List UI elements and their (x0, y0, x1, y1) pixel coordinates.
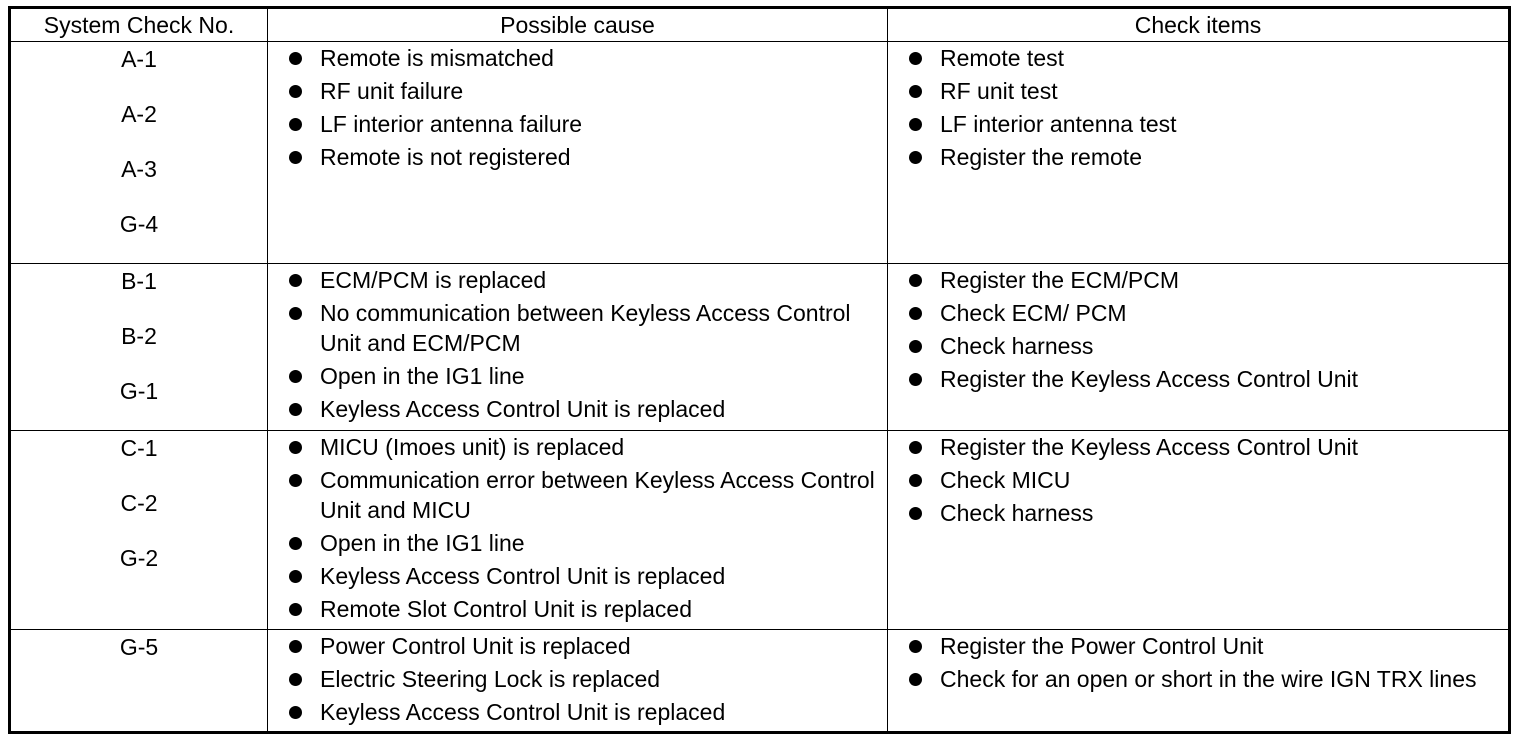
list-item (268, 631, 887, 661)
cause-text: Keyless Access Control Unit is replaced (320, 396, 726, 422)
list-item (268, 43, 887, 73)
system-check-table (8, 6, 1511, 734)
check-items-cell (888, 630, 1510, 733)
list-item (888, 298, 1508, 328)
list-item (888, 109, 1508, 139)
list-item (268, 528, 887, 558)
header-possible-cause: Possible cause (268, 8, 888, 42)
bullet-icon (289, 274, 302, 287)
cause-text: MICU (Imoes unit) is replaced (320, 434, 625, 460)
list-item (268, 109, 887, 139)
cause-text: Open in the IG1 line (320, 363, 525, 389)
list-item (268, 561, 887, 591)
list-item (888, 465, 1508, 495)
list-item (888, 664, 1508, 694)
cause-text: Remote is mismatched (320, 45, 554, 71)
bullet-icon (289, 673, 302, 686)
bullet-icon (289, 403, 302, 416)
table-row (10, 630, 1510, 733)
check-text: Remote test (940, 45, 1064, 71)
bullet-icon (289, 307, 302, 320)
list-item (268, 465, 887, 525)
check-code: A-2 (121, 101, 157, 127)
bullet-icon (909, 52, 922, 65)
list-item (268, 265, 887, 295)
check-text: Check MICU (940, 467, 1071, 493)
table-row (10, 264, 1510, 431)
bullet-icon (909, 118, 922, 131)
check-text: Register the Keyless Access Control Unit (940, 366, 1359, 392)
list-item (888, 364, 1508, 394)
check-list (888, 42, 1508, 172)
system-check-document (8, 6, 1508, 725)
bullet-icon (289, 52, 302, 65)
bullet-icon (909, 373, 922, 386)
check-text: Check harness (940, 500, 1094, 526)
check-code: B-2 (121, 323, 157, 349)
bullet-icon (289, 570, 302, 583)
check-code: A-3 (121, 156, 157, 182)
bullet-icon (909, 340, 922, 353)
bullet-icon (909, 274, 922, 287)
list-item (268, 664, 887, 694)
check-code: G-1 (119, 378, 159, 404)
list-item (888, 43, 1508, 73)
list-item (888, 76, 1508, 106)
possible-cause-cell (268, 431, 888, 630)
check-text: Register the Keyless Access Control Unit (940, 434, 1359, 460)
bullet-icon (289, 118, 302, 131)
check-code: A-1 (121, 46, 157, 72)
cause-list (268, 42, 887, 172)
bullet-icon (289, 441, 302, 454)
cause-text: Keyless Access Control Unit is replaced (320, 699, 726, 725)
cause-text: Communication error between Keyless Access Control Unit and MICU (320, 467, 875, 523)
list-item (888, 265, 1508, 295)
bullet-icon (909, 507, 922, 520)
check-code: G-2 (119, 545, 159, 571)
bullet-icon (909, 441, 922, 454)
check-code: C-2 (120, 490, 158, 516)
check-text: Check for an open or short in the wire IGN TRX lines (940, 666, 1477, 692)
check-items-cell (888, 264, 1510, 431)
check-items-cell (888, 431, 1510, 630)
check-text: Register the Power Control Unit (940, 633, 1264, 659)
check-text: LF interior antenna test (940, 111, 1177, 137)
check-items-cell (888, 42, 1510, 264)
cause-text: Remote is not registered (320, 144, 571, 170)
system-check-codes (10, 264, 268, 431)
list-item (888, 142, 1508, 172)
bullet-icon (289, 640, 302, 653)
bullet-icon (289, 537, 302, 550)
system-check-codes (10, 42, 268, 264)
bullet-icon (289, 370, 302, 383)
bullet-icon (909, 85, 922, 98)
cause-list (268, 630, 887, 727)
cause-text: No communication between Keyless Access Control Unit and ECM/PCM (320, 300, 851, 356)
list-item (888, 631, 1508, 661)
possible-cause-cell (268, 42, 888, 264)
check-text: Register the ECM/PCM (940, 267, 1180, 293)
cause-text: LF interior antenna failure (320, 111, 583, 137)
bullet-icon (909, 673, 922, 686)
table-row (10, 431, 1510, 630)
header-check-items: Check items (888, 8, 1510, 42)
cause-text: Remote Slot Control Unit is replaced (320, 596, 692, 622)
check-code: B-1 (121, 268, 157, 294)
bullet-icon (909, 640, 922, 653)
list-item (268, 142, 887, 172)
list-item (268, 361, 887, 391)
bullet-icon (909, 151, 922, 164)
bullet-icon (289, 706, 302, 719)
bullet-icon (289, 474, 302, 487)
cause-text: Power Control Unit is replaced (320, 633, 631, 659)
cause-text: RF unit failure (320, 78, 464, 104)
bullet-icon (289, 151, 302, 164)
bullet-icon (909, 307, 922, 320)
check-text: RF unit test (940, 78, 1058, 104)
list-item (268, 394, 887, 424)
cause-list (268, 264, 887, 424)
check-code: G-4 (119, 211, 159, 237)
check-list (888, 264, 1508, 394)
cause-text: ECM/PCM is replaced (320, 267, 547, 293)
bullet-icon (289, 603, 302, 616)
header-row (10, 8, 1510, 42)
check-text: Register the remote (940, 144, 1142, 170)
check-code: C-1 (120, 435, 158, 461)
cause-text: Electric Steering Lock is replaced (320, 666, 661, 692)
bullet-icon (909, 474, 922, 487)
list-item (888, 498, 1508, 528)
list-item (268, 594, 887, 624)
list-item (268, 298, 887, 358)
header-system-check-no: System Check No. (10, 8, 268, 42)
check-code: G-5 (119, 634, 159, 660)
list-item (888, 331, 1508, 361)
list-item (888, 432, 1508, 462)
list-item (268, 432, 887, 462)
cause-text: Open in the IG1 line (320, 530, 525, 556)
system-check-codes (10, 630, 268, 733)
table-row (10, 42, 1510, 264)
possible-cause-cell (268, 630, 888, 733)
check-text: Check harness (940, 333, 1094, 359)
check-list (888, 630, 1508, 694)
cause-list (268, 431, 887, 624)
cause-text: Keyless Access Control Unit is replaced (320, 563, 726, 589)
check-text: Check ECM/ PCM (940, 300, 1127, 326)
system-check-codes (10, 431, 268, 630)
possible-cause-cell (268, 264, 888, 431)
bullet-icon (289, 85, 302, 98)
list-item (268, 697, 887, 727)
list-item (268, 76, 887, 106)
check-list (888, 431, 1508, 528)
